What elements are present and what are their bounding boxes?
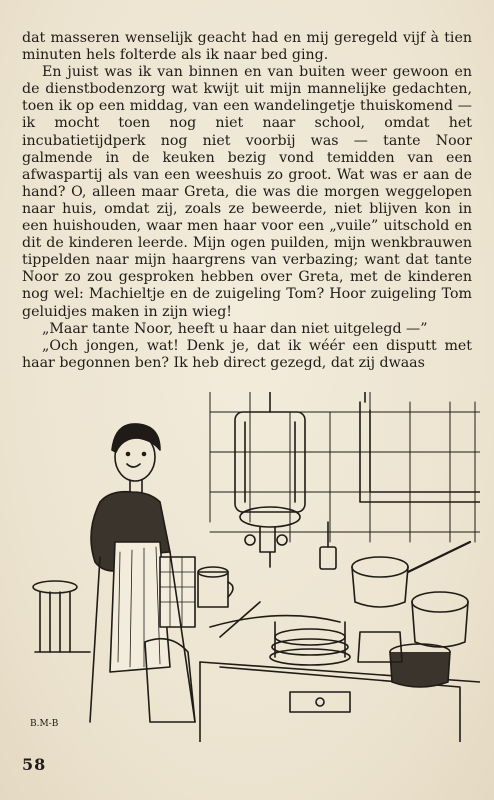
- spatula: [320, 522, 336, 569]
- plate-stack: [270, 622, 350, 665]
- paragraph-2: En juist was ik van binnen en van buiten weer gewoon en de dienstbodenzorg wat kwijt uit mijn mannelijke gedachten, toen ik op een middag, van een wandelingetje thuiskomend — ik mocht toen nog niet naar school, omdat het incubatietijdperk nog niet voorbij was — tante Noor galmende in de keuken bezig vond temidden van een afwaspartij als van een weeshuis zo groot. Wat was er aan de hand? O, alleen maar Greta, die was die morgen weggelopen naar huis, omdat zij, zoals ze beweerde, niet blijven kon in een huishouden, waar men haar voor een „vuile” uitschold en dit de kinderen leerde. Mijn ogen puilden, mijn wenkbrauwen tippelden naar mijn haargrens van verbazing; want dat tante Noor zo zou gesproken hebben over Greta, met de kinderen nog wel: Machieltje en de zuigeling Tom? Hoor zuigeling Tom geluidjes maken in zijn wieg!: [22, 64, 472, 320]
- artist-signature: B.M-B: [30, 719, 59, 729]
- paragraph-1: dat masseren wenselijk geacht had en mij geregeld vijf à tien minuten hels folterde als ik naar bed ging.: [22, 30, 472, 64]
- coffee-pot: [198, 567, 233, 607]
- paragraph-3: „Maar tante Noor, heeft u haar dan niet uitgelegd —”: [42, 320, 428, 337]
- pots: [352, 542, 470, 687]
- body-text: [22, 30, 472, 372]
- kitchen-illustration: [20, 392, 480, 742]
- water-heater: [235, 412, 305, 567]
- dish-rack: [33, 581, 90, 652]
- paragraph-4: „Och jongen, wat! Denk je, dat ik wéér een disputt met haar begonnen ben? Ik heb direct gezegd, dat zij dwaas: [22, 337, 472, 371]
- wall-tiles: [210, 392, 480, 542]
- woman-figure: [90, 424, 195, 722]
- page-number: 58: [22, 755, 47, 774]
- window-frame: [360, 392, 480, 502]
